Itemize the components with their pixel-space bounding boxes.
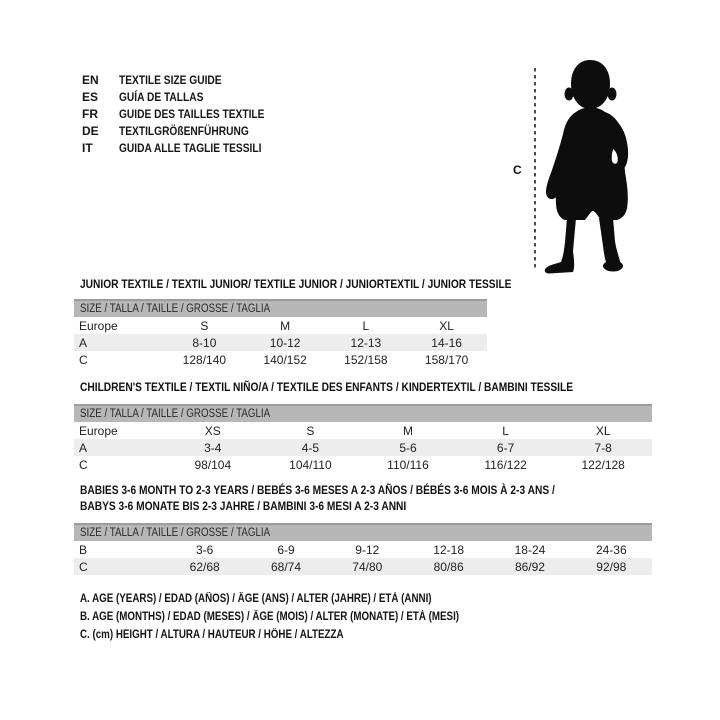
cell: S <box>306 423 315 438</box>
language-label: GUÍA DE TALLAS <box>119 89 204 104</box>
cell: 104/110 <box>289 457 332 472</box>
cell: L <box>502 423 509 438</box>
section-title-text: JUNIOR TEXTILE / TEXTIL JUNIOR/ TEXTILE JUNIOR / JUNIORTEXTIL / JUNIOR TESSILE <box>80 277 512 291</box>
table-header-text: SIZE / TALLA / TAILLE / GRÖSSE / TAGLIA <box>80 303 271 315</box>
legend-text: B. AGE (MONTHS) / EDAD (MESES) / ÂGE (MOIS) / ALTER (MONATE) / ETÀ (MESI) <box>80 611 460 623</box>
section-title-children <box>80 379 660 395</box>
table-row <box>74 351 487 368</box>
cell: 110/116 <box>387 457 429 472</box>
table-row <box>74 558 652 575</box>
table-row <box>74 541 652 558</box>
junior-size-table <box>74 299 487 368</box>
language-row-it <box>82 140 290 157</box>
language-row-en <box>82 71 290 88</box>
table-row <box>74 317 487 334</box>
table-header-text: SIZE / TALLA / TAILLE / GRÖSSE / TAGLIA <box>80 408 271 420</box>
row-label: C <box>79 457 88 472</box>
table-rows <box>74 422 652 473</box>
section-title-junior <box>80 276 588 292</box>
cell: 74/80 <box>352 559 383 574</box>
legend-line-b <box>80 611 526 629</box>
table-header-bar <box>74 299 487 317</box>
cell: 116/122 <box>484 457 527 472</box>
row-label: A <box>79 440 88 455</box>
toddler-silhouette-image <box>543 54 651 274</box>
babies-size-table <box>74 523 652 575</box>
language-code: IT <box>82 141 93 156</box>
table-row <box>74 334 487 351</box>
row-label: Europe <box>79 423 118 438</box>
cell: 5-6 <box>399 440 417 455</box>
measure-c-label: C <box>513 163 522 177</box>
language-label: GUIDE DES TAILLES TEXTILE <box>119 106 265 121</box>
cell: 158/170 <box>424 352 469 367</box>
table-row <box>74 456 652 473</box>
cell: 10-12 <box>269 335 301 350</box>
table-rows <box>74 317 487 368</box>
legend-text: C. (cm) HEIGHT / ALTURA / HAUTEUR / HÖHE / ALTEZZA <box>80 629 344 641</box>
children-size-table <box>74 404 652 473</box>
language-code: FR <box>82 106 98 121</box>
language-row-fr <box>82 105 290 122</box>
legend-line-c <box>80 629 526 647</box>
cell: XS <box>204 423 221 438</box>
cell: 92/98 <box>596 559 627 574</box>
section-title-text-line1: BABIES 3-6 MONTH TO 2-3 YEARS / BEBÉS 3-6 MESES A 2-3 AÑOS / BÉBÉS 3-6 MOIS À 2-3 ANS / <box>80 483 555 497</box>
height-measure-dashed-line <box>534 68 536 270</box>
cell: 86/92 <box>514 559 545 574</box>
cell: 7-8 <box>594 440 612 455</box>
language-code: EN <box>82 72 99 87</box>
row-label: B <box>79 542 88 557</box>
legend-line-a <box>80 593 526 611</box>
legend-text: A. AGE (YEARS) / EDAD (AÑOS) / ÂGE (ANS) / ALTER (JAHRE) / ETÀ (ANNI) <box>80 593 432 605</box>
cell: 12-13 <box>350 335 382 350</box>
cell: XL <box>595 423 611 438</box>
language-row-es <box>82 88 290 105</box>
cell: 98/104 <box>194 457 232 472</box>
cell: 6-9 <box>277 542 295 557</box>
cell: 128/140 <box>182 352 227 367</box>
row-label: C <box>79 352 88 367</box>
section-title-text-line2: BABYS 3-6 MONATE BIS 2-3 JAHRE / BAMBINI 3-6 MESI A 2-3 ANNI <box>80 499 407 513</box>
cell: 3-6 <box>195 542 214 557</box>
table-header-text: SIZE / TALLA / TAILLE / GRÖSSE / TAGLIA <box>80 527 271 539</box>
cell: 12-18 <box>433 542 464 557</box>
table-rows <box>74 541 652 575</box>
cell: 9-12 <box>355 542 380 557</box>
section-title-babies <box>80 482 639 514</box>
language-label: TEXTILE SIZE GUIDE <box>119 72 222 87</box>
cell: 3-4 <box>204 440 222 455</box>
cell: M <box>402 423 413 438</box>
language-row-de <box>82 123 290 140</box>
cell: 62/68 <box>189 559 220 574</box>
cell: 18-24 <box>514 542 546 557</box>
cell: 152/158 <box>344 352 388 367</box>
cell: 68/74 <box>270 559 301 574</box>
language-list <box>82 71 290 157</box>
table-row <box>74 439 652 456</box>
language-label: TEXTILGRÖßENFÜHRUNG <box>119 124 249 139</box>
language-label: GUIDA ALLE TAGLIE TESSILI <box>119 141 262 156</box>
cell: 122/128 <box>581 457 625 472</box>
cell: 24-36 <box>595 542 627 557</box>
cell: M <box>280 318 291 333</box>
table-row <box>74 422 652 439</box>
cell: 14-16 <box>431 335 462 350</box>
measurement-legend <box>80 593 526 647</box>
cell: 6-7 <box>496 440 515 455</box>
row-label: C <box>79 559 88 574</box>
cell: 8-10 <box>192 335 217 350</box>
table-header-bar <box>74 523 652 541</box>
row-label: Europe <box>79 318 118 333</box>
cell: 140/152 <box>263 352 307 367</box>
language-code: DE <box>82 124 99 139</box>
row-label: A <box>79 335 88 350</box>
cell: L <box>362 318 370 333</box>
cell: 4-5 <box>301 440 320 455</box>
cell: S <box>200 318 209 333</box>
language-code: ES <box>82 89 99 104</box>
table-header-bar <box>74 404 652 422</box>
cell: 80/86 <box>433 559 464 574</box>
section-title-text: CHILDREN'S TEXTILE / TEXTIL NIÑO/A / TEXTILE DES ENFANTS / KINDERTEXTIL / BAMBINI TESSILE <box>80 380 574 394</box>
cell: XL <box>439 318 454 333</box>
